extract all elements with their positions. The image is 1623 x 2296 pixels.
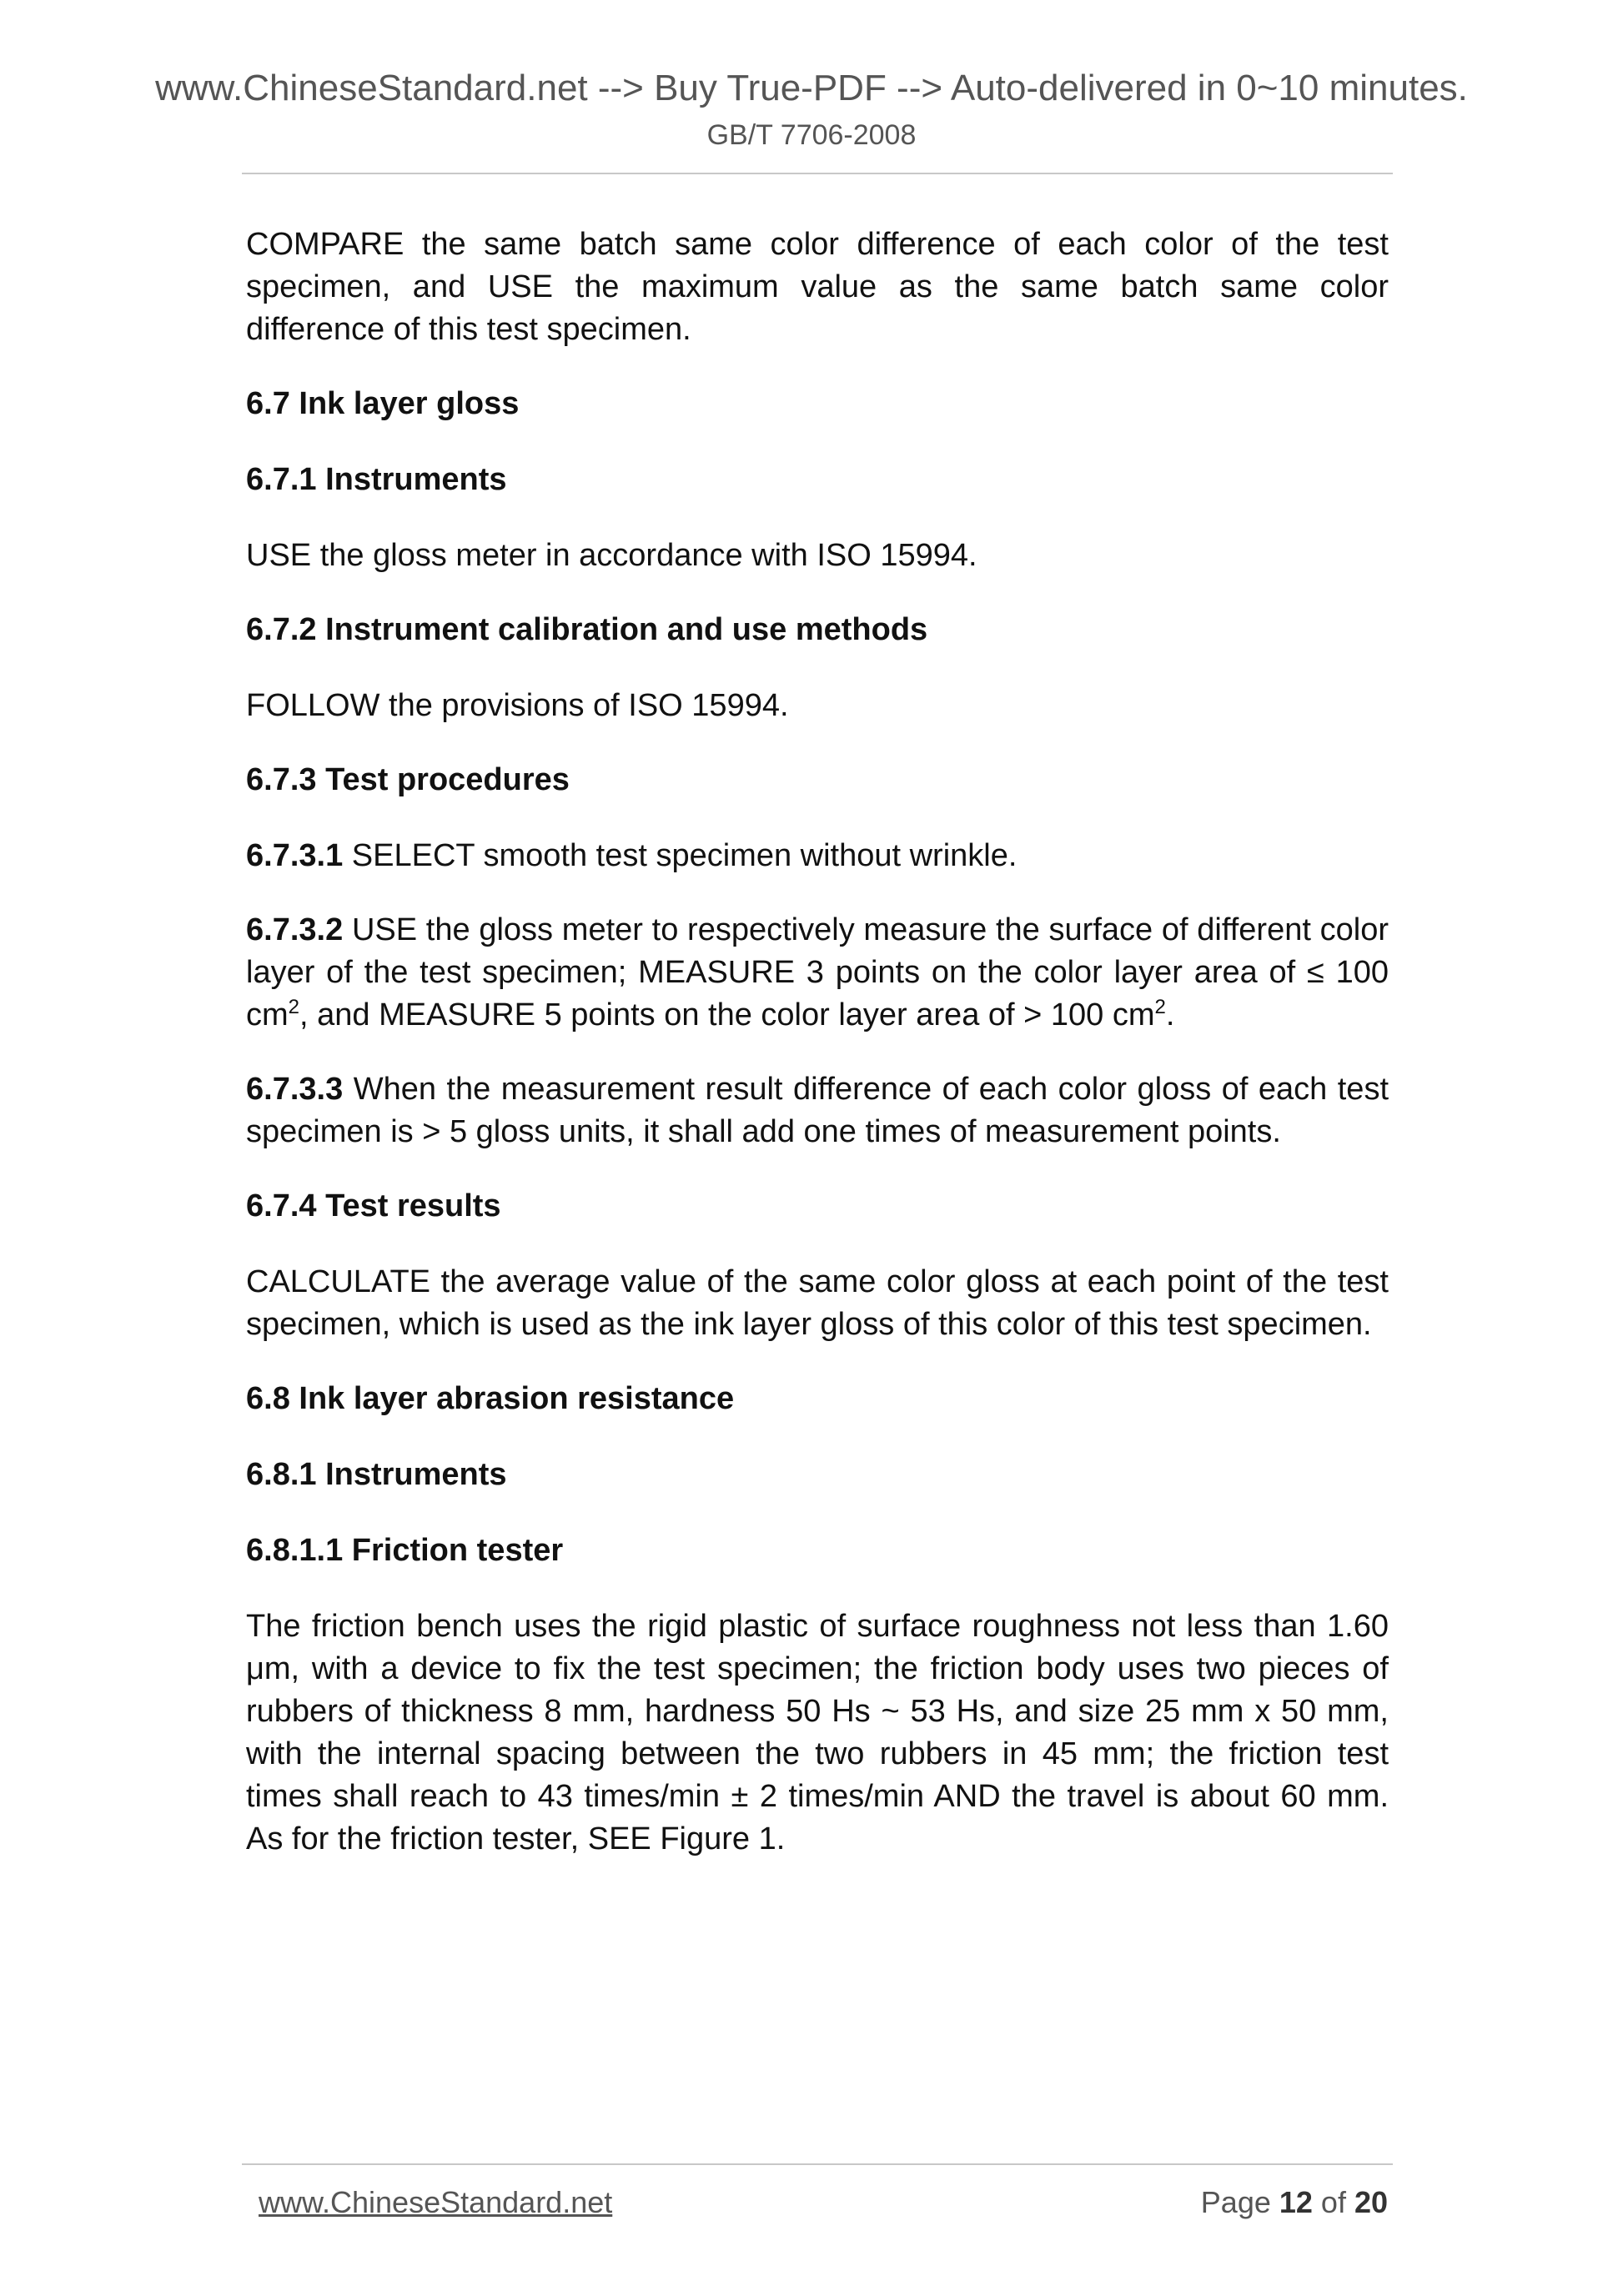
document-body: [246, 224, 1389, 1892]
paragraph-6-7-1: USE the gloss meter in accordance with ISO 15994.: [246, 538, 977, 573]
clause-text: , and MEASURE 5 points on the color layer area of > 100 cm: [299, 997, 1155, 1032]
footer-website-link[interactable]: www.ChineseStandard.net: [259, 2185, 613, 2219]
clause-text: .: [1165, 997, 1175, 1032]
section-heading-6-8-1: 6.8.1 Instruments: [246, 1457, 507, 1492]
clause-text: When the measurement result difference of each color gloss of each test specimen is > 5 gloss units, it shall add one times of measurement points.: [246, 1072, 1389, 1149]
section-heading-6-7-4: 6.7.4 Test results: [246, 1188, 501, 1223]
paragraph-6-7-3-2: [246, 909, 1389, 1037]
paragraph-6-8-1-1: The friction bench uses the rigid plastic of surface roughness not less than 1.60 μm, with a device to fix the test specimen; the friction body uses two pieces of rubbers of thickness 8 mm, hardness 50 Hs ~ 53 Hs, and size 25 mm x 50 mm, with the internal spacing between the two rubbers in 45 mm; the friction test times shall reach to 43 times/min ± 2 times/min AND the travel is about 60 mm. As for the friction tester, SEE Figure 1.: [246, 1609, 1389, 1856]
total-pages-number: 20: [1354, 2185, 1388, 2219]
superscript: 2: [288, 996, 300, 1018]
clause-number: 6.7.3.2: [246, 912, 344, 947]
page-indicator: [1201, 2183, 1388, 2222]
section-heading-6-7-2: 6.7.2 Instrument calibration and use methods: [246, 612, 928, 647]
section-heading-6-8: 6.8 Ink layer abrasion resistance: [246, 1381, 735, 1416]
page-label: Page: [1200, 2185, 1279, 2219]
section-heading-6-7: 6.7 Ink layer gloss: [246, 386, 520, 421]
paragraph-6-7-3-3: [246, 1068, 1389, 1153]
page-of-label: of: [1312, 2185, 1354, 2219]
intro-paragraph: COMPARE the same batch same color difference of each color of the test specimen, and USE the maximum value as the same batch same color difference of this test specimen.: [246, 227, 1389, 347]
clause-number: 6.7.3.1: [246, 838, 344, 873]
section-heading-6-8-1-1: 6.8.1.1 Friction tester: [246, 1533, 564, 1568]
clause-number: 6.7.3.3: [246, 1072, 344, 1107]
clause-text: USE the gloss meter to respectively measure the surface of different color layer of the test specimen; MEASURE 3 points on the color layer area of ≤ 100 cm: [246, 912, 1389, 1032]
paragraph-6-7-3-1: [246, 835, 1389, 877]
paragraph-6-7-4: CALCULATE the average value of the same color gloss at each point of the test specimen, which is used as the ink layer gloss of this color of this test specimen.: [246, 1264, 1389, 1342]
header-banner: www.ChineseStandard.net --> Buy True-PDF --> Auto-delivered in 0~10 minutes.: [155, 68, 1468, 108]
current-page-number: 12: [1279, 2185, 1313, 2219]
superscript: 2: [1154, 996, 1166, 1018]
section-heading-6-7-1: 6.7.1 Instruments: [246, 462, 507, 497]
header-divider: [242, 173, 1393, 174]
paragraph-6-7-2: FOLLOW the provisions of ISO 15994.: [246, 688, 789, 723]
footer-divider: [242, 2163, 1393, 2165]
standard-number: GB/T 7706-2008: [706, 119, 917, 151]
section-heading-6-7-3: 6.7.3 Test procedures: [246, 762, 570, 797]
clause-text: SELECT smooth test specimen without wrinkle.: [343, 838, 1018, 873]
